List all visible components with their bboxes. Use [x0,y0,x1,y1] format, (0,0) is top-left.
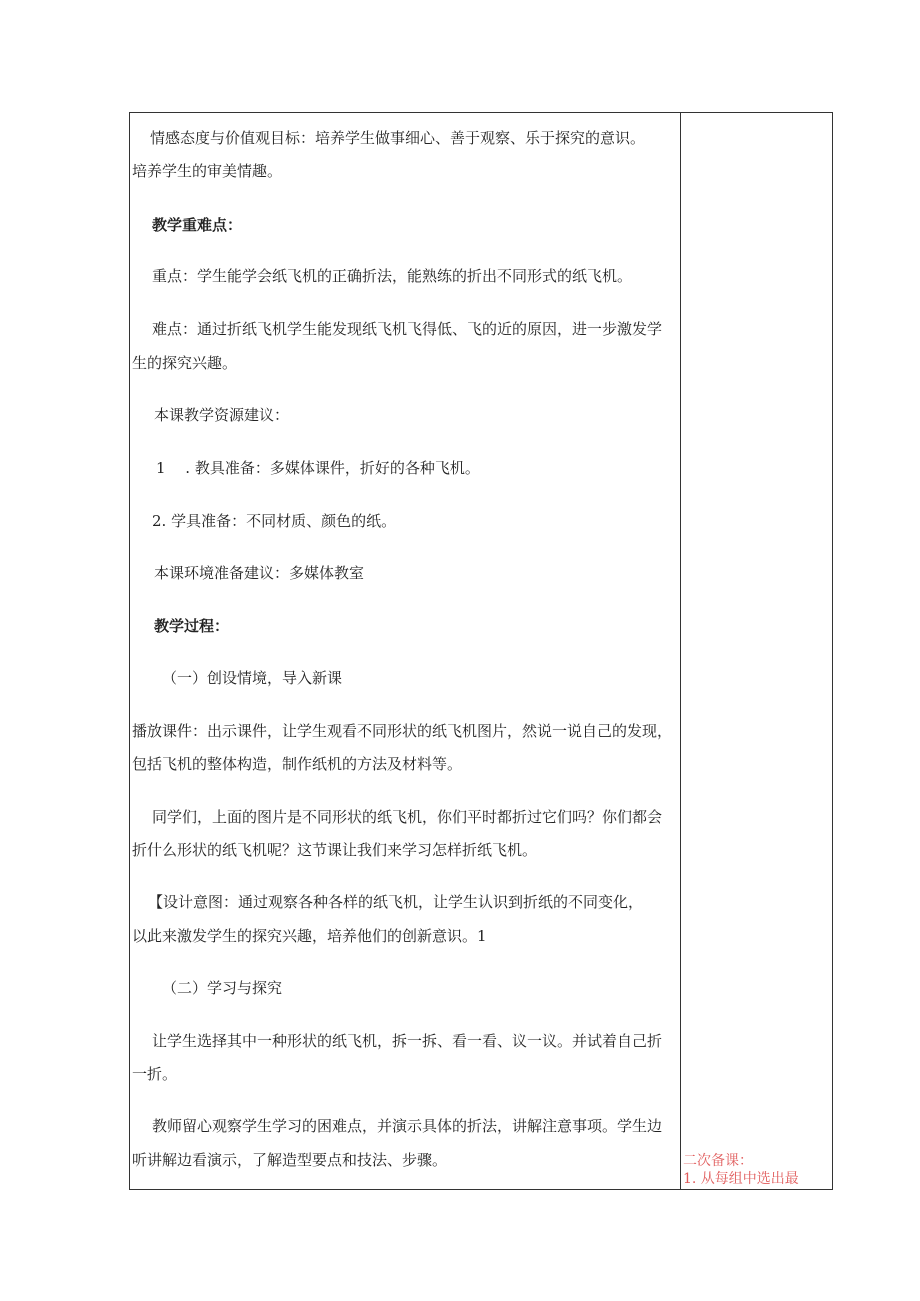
text-line: 重点：学生能学会纸飞机的正确折法，能熟练的折出不同形式的纸飞机。 [152,267,633,285]
lesson-content-cell [131,112,677,1188]
text-line: 播放课件：出示课件，让学生观看不同形状的纸飞机图片，然说一说自己的发现， [132,722,673,740]
list-item: 2. 学具准备：不同材质、颜色的纸。 [152,512,397,530]
section-heading: 教学过程： [154,617,230,635]
subsection-heading: （二）学习与探究 [162,979,283,997]
text-line: 包括飞机的整体构造，制作纸机的方法及材料等。 [132,755,463,773]
text-line: 让学生选择其中一种形状的纸飞机，拆一拆、看一看、议一议。并试着自己折 [152,1032,663,1050]
text-line: 以此来激发学生的探究兴趣，培养他们的创新意识。1 [132,927,487,945]
text-line: 同学们，上面的图片是不同形状的纸飞机，你们平时都折过它们吗？你们都会 [152,808,663,826]
text-line: 难点：通过折纸飞机学生能发现纸飞机飞得低、飞的近的原因，进一步激发学 [152,320,663,338]
text-line: 教师留心观察学生学习的困难点，并演示具体的折法，讲解注意事项。学生边 [152,1117,663,1135]
second-prep-cell [682,112,832,1188]
subsection-heading: （一）创设情境，导入新课 [162,669,343,687]
list-item: 1 . 教具准备：多媒体课件，折好的各种飞机。 [156,459,480,477]
text-line: 一折。 [132,1065,178,1083]
text-line: 生的探究兴趣。 [132,354,238,372]
text-line: 【设计意图：通过观察各种各样的纸飞机，让学生认识到折纸的不同变化， [148,893,644,911]
text-line: 情感态度与价值观目标：培养学生做事细心、善于观察、乐于探究的意识。 [150,129,646,147]
text-line: 听讲解边看演示，了解造型要点和技法、步骤。 [132,1151,448,1169]
second-prep-note: 1. 从每组中选出最 [683,1171,799,1187]
second-prep-title: 二次备课： [683,1153,753,1169]
section-heading: 教学重难点： [152,216,243,234]
text-line: 折什么形状的纸飞机呢？这节课让我们来学习怎样折纸飞机。 [132,841,538,859]
text-line: 培养学生的审美情趣。 [132,162,283,180]
text-line: 本课教学资源建议： [154,406,290,424]
text-line: 本课环境准备建议：多媒体教室 [154,564,365,582]
column-divider [680,112,681,1190]
